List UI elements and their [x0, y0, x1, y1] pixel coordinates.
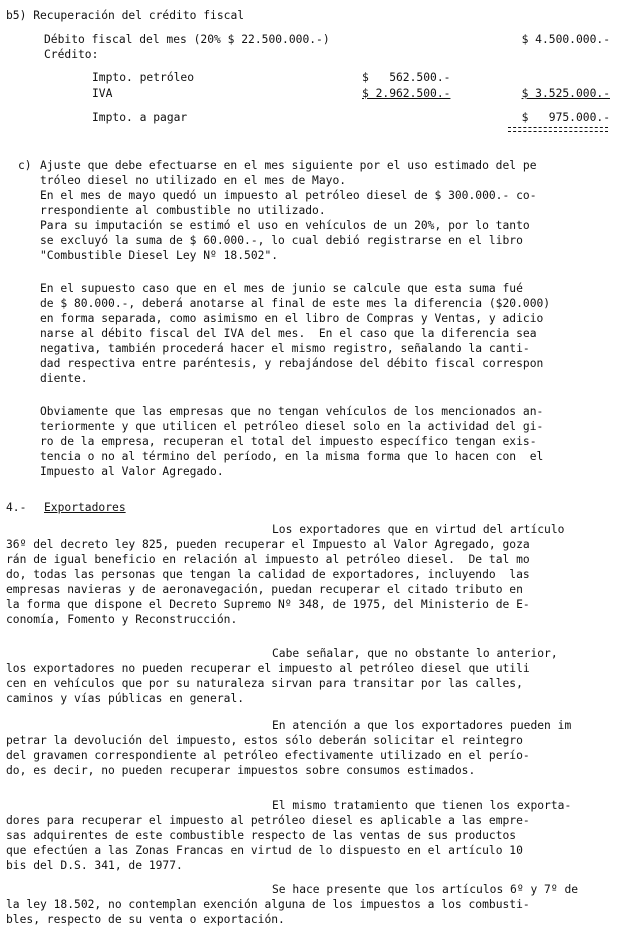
credito-item-amount: $ 2.962.500.- — [362, 87, 451, 100]
text-line: ro de la empresa, recuperan el total del impuesto específico tengan exis- — [40, 435, 537, 448]
credito-item-label: IVA — [92, 87, 113, 100]
pagar-amount: $ 975.000.- — [521, 111, 610, 124]
text-line: en forma separada, como asimismo en el libro de Compras y Ventas, y adicio — [40, 312, 544, 325]
debito-amount: $ 4.500.000.- — [521, 33, 610, 46]
text-line: se excluyó la suma de $ 60.000.-, lo cual debió registrarse en el libro — [40, 234, 523, 247]
text-line: Impuesto al Valor Agregado. — [40, 465, 224, 478]
text-line: Los exportadores que en virtud del artículo — [272, 523, 565, 536]
text-line: do, todas las personas que tengan la calidad de exportadores, incluyendo las — [6, 568, 530, 581]
pagar-label: Impto. a pagar — [92, 111, 188, 124]
text-line: cen en vehículos que por su naturaleza sirvan para transitar por las calles, — [6, 677, 523, 690]
text-line: En atención a que los exportadores pueden im — [272, 719, 572, 732]
text-line: sas adquirentes de este combustible respecto de las ventas de sus productos — [6, 829, 517, 842]
text-line: negativa, también procederá hacer el mismo registro, señalando la canti- — [40, 342, 530, 355]
text-line: rrespondiente al combustible no utilizado. — [40, 204, 326, 217]
text-line: que efectúen a las Zonas Francas en virtud de lo dispuesto en el artículo 10 — [6, 844, 523, 857]
text-line: rán de igual beneficio en relación al impuesto al petróleo diesel. De tal mo — [6, 553, 530, 566]
text-line: diente. — [40, 372, 88, 385]
text-line: En el mes de mayo quedó un impuesto al petróleo diesel de $ 300.000.- co- — [40, 189, 537, 202]
credito-item-amount: $ 562.500.- — [362, 71, 451, 84]
text-line: Obviamente que las empresas que no tengan vehículos de los mencionados an- — [40, 405, 544, 418]
credito-total-amount: $ 3.525.000.- — [521, 87, 610, 100]
section-c-paragraph-2 — [40, 281, 618, 386]
text-line: caminos y vías públicas en general. — [6, 692, 245, 705]
section-4-paragraph-2 — [6, 661, 612, 706]
section-4-paragraph-4 — [6, 813, 612, 873]
section-c-paragraph-3 — [40, 404, 618, 479]
text-line: 36º del decreto ley 825, pueden recuperar el Impuesto al Valor Agregado, goza — [6, 538, 530, 551]
double-rule — [508, 131, 608, 132]
section-c-intro — [40, 158, 618, 263]
section-b5-title: b5) Recuperación del crédito fiscal — [6, 9, 245, 22]
section-4-paragraph-1 — [6, 537, 612, 627]
text-line: do, es decir, no pueden recuperar impuestos sobre consumos estimados. — [6, 764, 476, 777]
text-line: dad respectiva entre paréntesis, y rebajándose del débito fiscal correspon — [40, 357, 544, 370]
text-line: conomía, Fomento y Reconstrucción. — [6, 613, 238, 626]
text-line: los exportadores no pueden recuperar el impuesto al petróleo diesel que utili — [6, 662, 530, 675]
text-line: la forma que dispone el Decreto Supremo Nº 348, de 1975, del Ministerio de E- — [6, 598, 530, 611]
text-line: del gravamen correspondiente al petróleo efectivamente utilizado en el perío- — [6, 749, 530, 762]
text-line: petrar la devolución del impuesto, estos sólo deberán solicitar el reintegro — [6, 734, 523, 747]
section-c-marker: c) — [18, 159, 32, 172]
section-4-paragraph-3 — [6, 733, 612, 778]
text-line: bis del D.S. 341, de 1977. — [6, 859, 183, 872]
text-line: empresas navieras y de aeronavegación, puedan recuperar el citado tributo en — [6, 583, 523, 596]
text-line: dores para recuperar el impuesto al petróleo diesel es aplicable a las empre- — [6, 814, 530, 827]
credito-item-label: Impto. petróleo — [92, 71, 195, 84]
text-line: "Combustible Diesel Ley Nº 18.502". — [40, 249, 279, 262]
text-line: En el supuesto caso que en el mes de junio se calcule que esta suma fué — [40, 282, 523, 295]
section-4-number: 4.- — [6, 501, 27, 514]
debito-label: Débito fiscal del mes (20% $ 22.500.000.-) — [44, 33, 330, 46]
text-line: narse al débito fiscal del IVA del mes. En el caso que la diferencia sea — [40, 327, 537, 340]
text-line: Ajuste que debe efectuarse en el mes siguiente por el uso estimado del pe — [40, 159, 537, 172]
text-line: Para su imputación se estimó el uso en vehículos de un 20%, por lo tanto — [40, 219, 530, 232]
credito-label: Crédito: — [44, 48, 99, 61]
double-rule — [508, 127, 608, 128]
text-line: la ley 18.502, no contemplan exención alguna de los impuestos a los combusti- — [6, 898, 530, 911]
text-line: El mismo tratamiento que tienen los exporta- — [272, 799, 572, 812]
section-4-title: Exportadores — [44, 501, 126, 514]
text-line: Cabe señalar, que no obstante lo anterior, — [272, 647, 558, 660]
text-line: Se hace presente que los artículos 6º y 7º de — [272, 883, 579, 896]
text-line: bles, respecto de su venta o exportación. — [6, 913, 285, 926]
text-line: de $ 80.000.-, deberá anotarse al final de este mes la diferencia ($20.000) — [40, 297, 551, 310]
text-line: teriormente y que utilicen el petróleo diesel solo en la actividad del gi- — [40, 420, 544, 433]
text-line: tencia o no al término del período, en la misma forma que lo hacen con el — [40, 450, 544, 463]
section-4-paragraph-5 — [6, 897, 612, 927]
text-line: tróleo diesel no utilizado en el mes de Mayo. — [40, 174, 347, 187]
